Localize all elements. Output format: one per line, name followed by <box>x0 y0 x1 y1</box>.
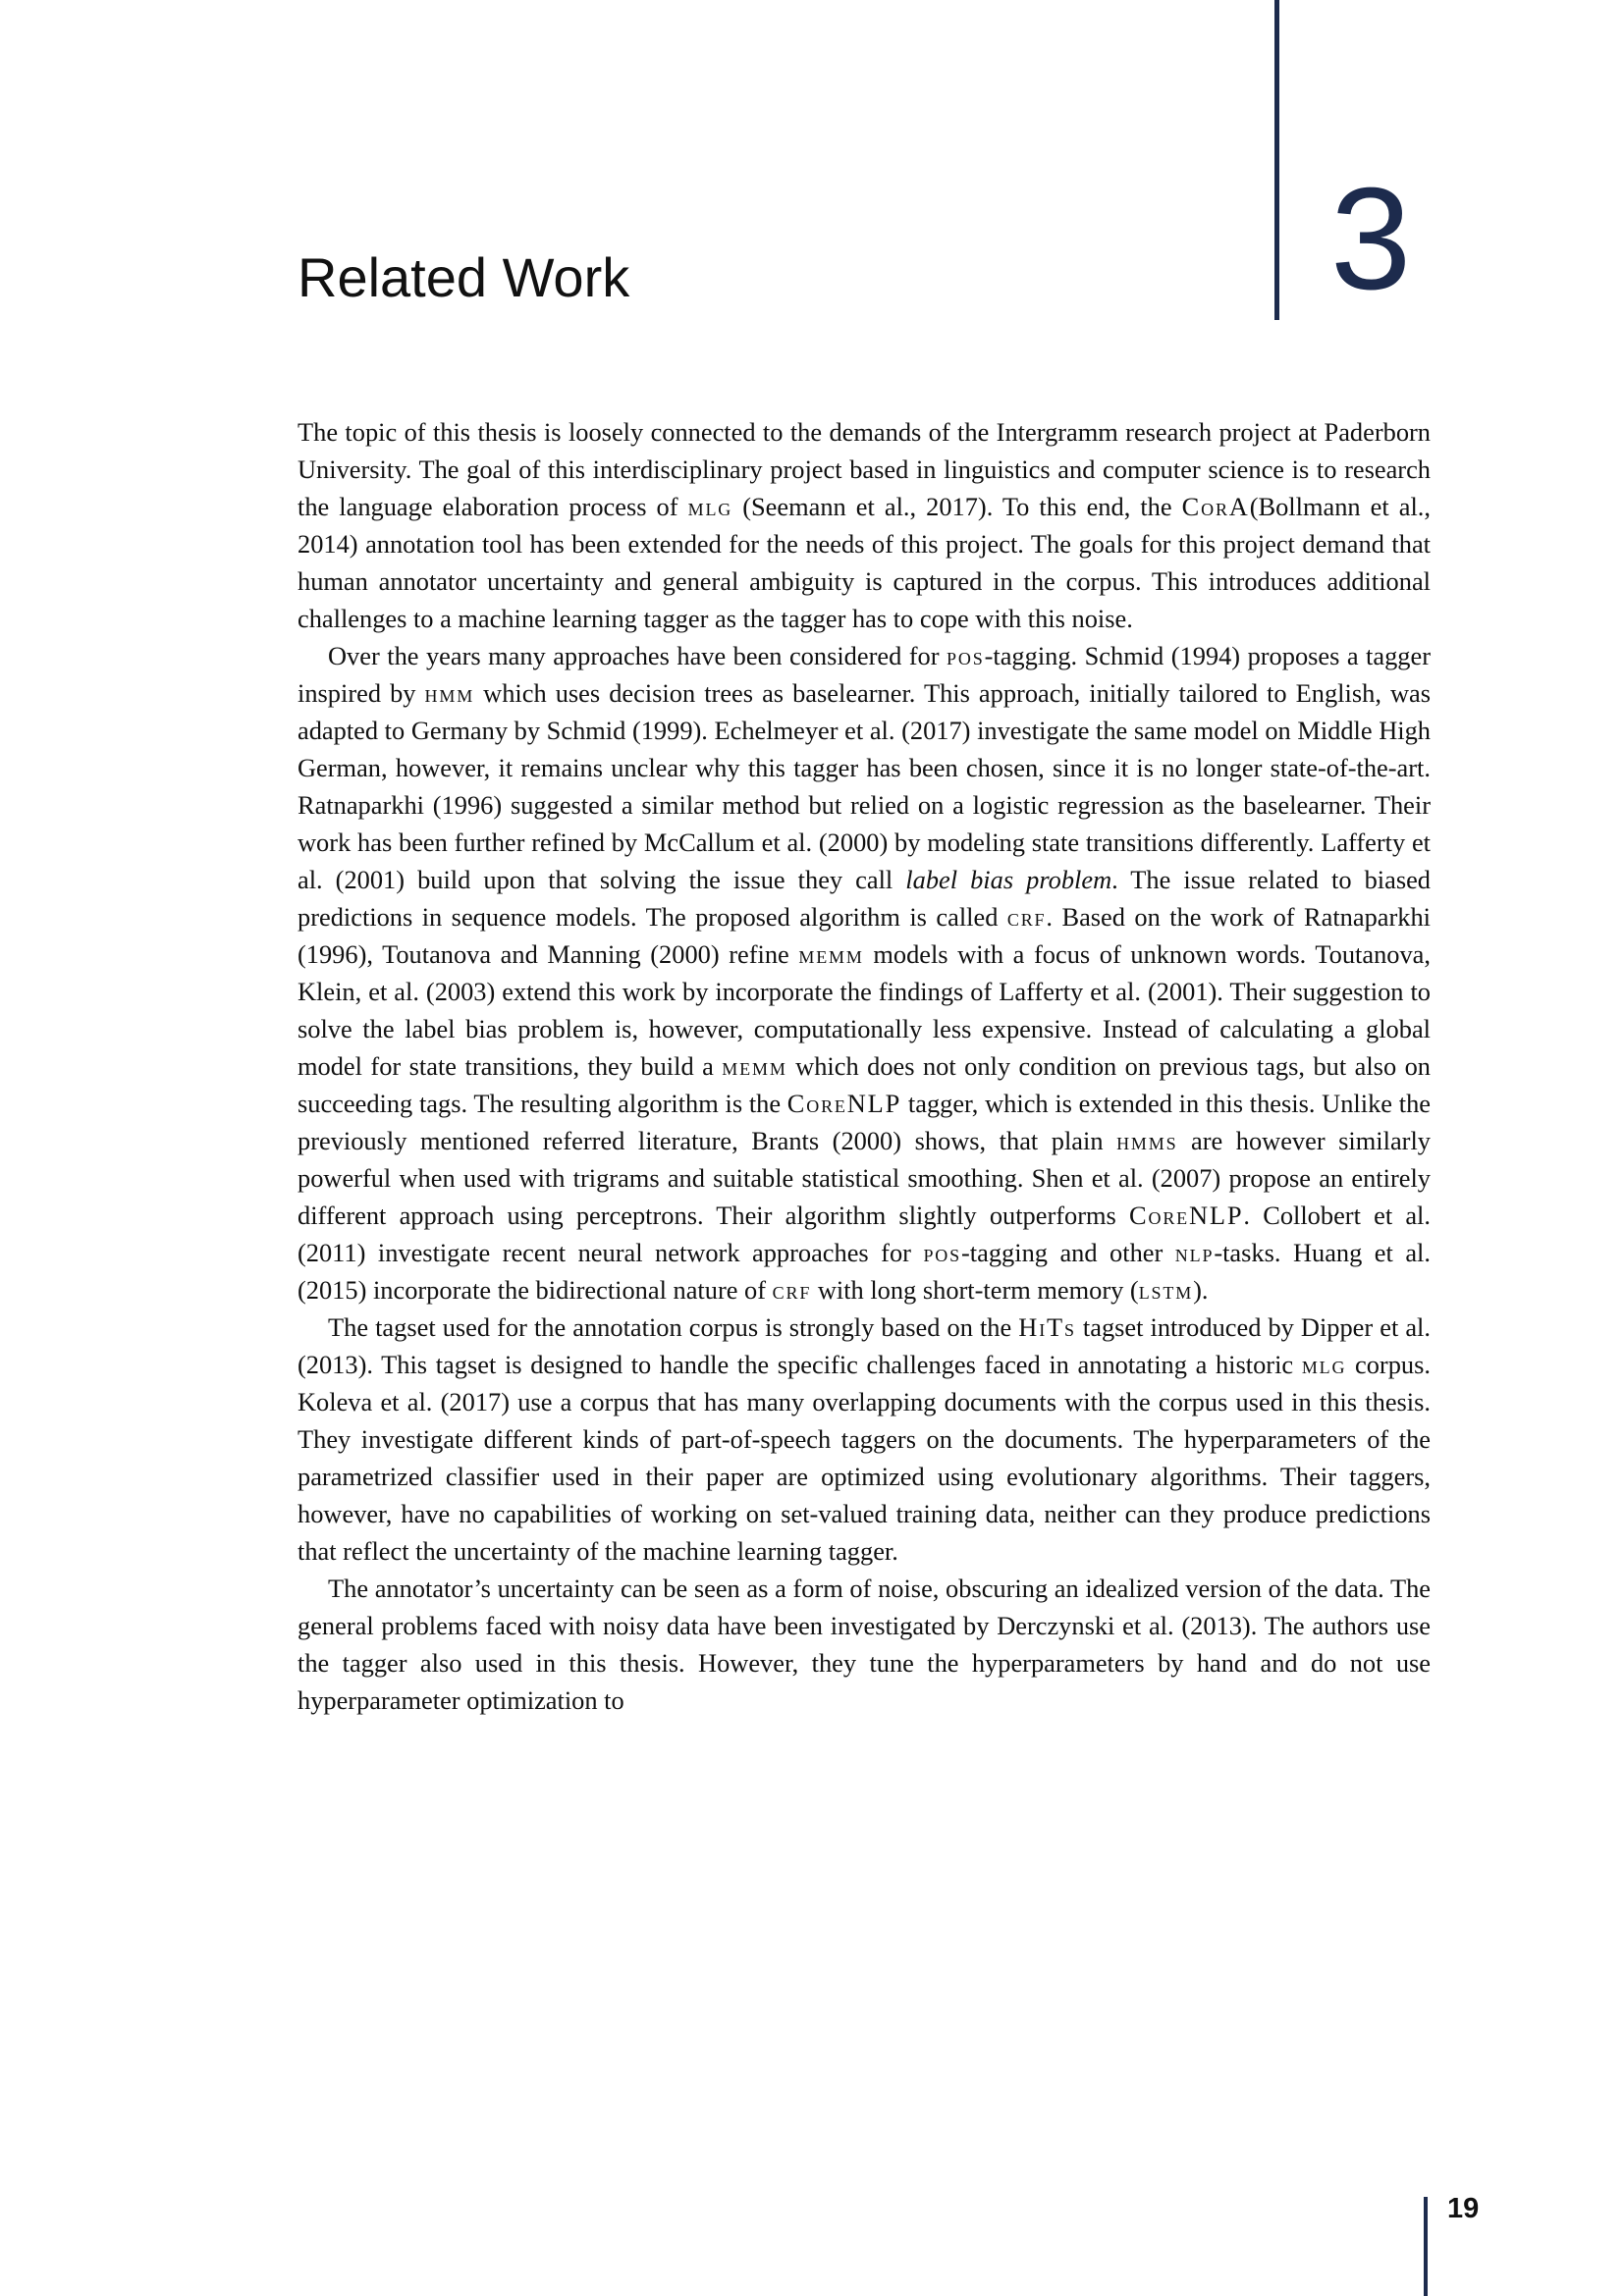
chapter-title: Related Work <box>298 246 630 308</box>
chapter-number: 3 <box>1330 158 1412 320</box>
acronym: lstm <box>1138 1275 1194 1305</box>
paragraph: The tagset used for the annotation corpus is strongly based on the HiTs tagset introduced by Dipper et al. (2013). This tagset is designed to handle the specific challenges faced in annotating a historic mlg corpus. Koleva et al. (2017) use a corpus that has many overlapping documents with the corpus used in this thesis. They investigate different kinds of part-of-speech taggers on the documents. The hyperparameters of the parametrized classifier used in their paper are optimized using evolutionary algorithms. Their taggers, however, have no capabilities of working on set-valued training data, neither can they produce predictions that reflect the uncertainty of the machine learning tagger. <box>298 1312 1431 1566</box>
acronym: mlg <box>687 492 733 521</box>
emphasis: label bias problem <box>905 865 1112 894</box>
acronym: memm <box>722 1051 787 1081</box>
acronym: mlg <box>1301 1350 1347 1379</box>
page-number: 19 <box>1447 2193 1480 2224</box>
acronym: hmm <box>424 678 475 708</box>
footer-rule <box>1424 2197 1428 2296</box>
chapter-rule <box>1274 0 1279 320</box>
acronym: memm <box>798 939 864 969</box>
acronym: hmms <box>1116 1126 1178 1155</box>
body-text <box>298 413 1431 1719</box>
acronym: crf <box>1006 902 1047 932</box>
acronym: pos <box>947 641 985 670</box>
paragraph: Over the years many approaches have been considered for pos-tagging. Schmid (1994) proposes a tagger inspired by hmm which uses decision trees as baselearner. This approach, initially tailored to English, was adapted to Germany by Schmid (1999). Echelmeyer et al. (2017) investigate the same model on Middle High German, however, it remains unclear why this tagger has been chosen, since it is no longer state-of-the-art. Ratnaparkhi (1996) suggested a similar method but relied on a logistic regression as the baselearner. Their work has been further refined by McCallum et al. (2000) by modeling state transitions differently. Lafferty et al. (2001) build upon that solving the issue they call label bias problem. The issue related to biased predictions in sequence models. The proposed algorithm is called crf. Based on the work of Ratnaparkhi (1996), Toutanova and Manning (2000) refine memm models with a focus of unknown words. Toutanova, Klein, et al. (2003) extend this work by incorporate the findings of Lafferty et al. (2001). Their suggestion to solve the label bias problem is, however, computationally less expensive. Instead of calculating a global model for state transitions, they build a memm which does not only condition on previous tags, but also on succeeding tags. The resulting algorithm is the CoreNLP tagger, which is extended in this thesis. Unlike the previously mentioned referred literature, Brants (2000) shows, that plain hmms are however similarly powerful when used with trigrams and suitable statistical smoothing. Shen et al. (2007) propose an entirely different approach using perceptrons. Their algorithm slightly outperforms CoreNLP. Collobert et al. (2011) investigate recent neural network approaches for pos-tagging and other nlp-tasks. Huang et al. (2015) incorporate the bidirectional nature of crf with long short-term memory (lstm). <box>298 641 1432 1305</box>
acronym: crf <box>772 1275 812 1305</box>
paragraph: The annotator’s uncertainty can be seen as a form of noise, obscuring an idealized version of the data. The general problems faced with noisy data have been investigated by Derczynski et al. (2013). The authors use the tagger also used in this thesis. However, they tune the hyperparameters by hand and do not use hyperparameter optimization to <box>298 1574 1431 1715</box>
acronym: CorA <box>1181 492 1250 521</box>
acronym: CoreNLP <box>1129 1201 1244 1230</box>
acronym: HiTs <box>1018 1312 1076 1342</box>
acronym: pos <box>923 1238 962 1267</box>
acronym: CoreNLP <box>786 1089 902 1118</box>
acronym: nlp <box>1174 1238 1215 1267</box>
paragraph: The topic of this thesis is loosely connected to the demands of the Intergramm research project at Paderborn University. The goal of this interdisciplinary project based in linguistics and computer science is to research the language elaboration process of mlg (Seemann et al., 2017). To this end, the CorA(Bollmann et al., 2014) annotation tool has been extended for the needs of this project. The goals for this project demand that human annotator uncertainty and general ambiguity is captured in the corpus. This introduces additional challenges to a machine learning tagger as the tagger has to cope with this noise. <box>298 417 1431 633</box>
